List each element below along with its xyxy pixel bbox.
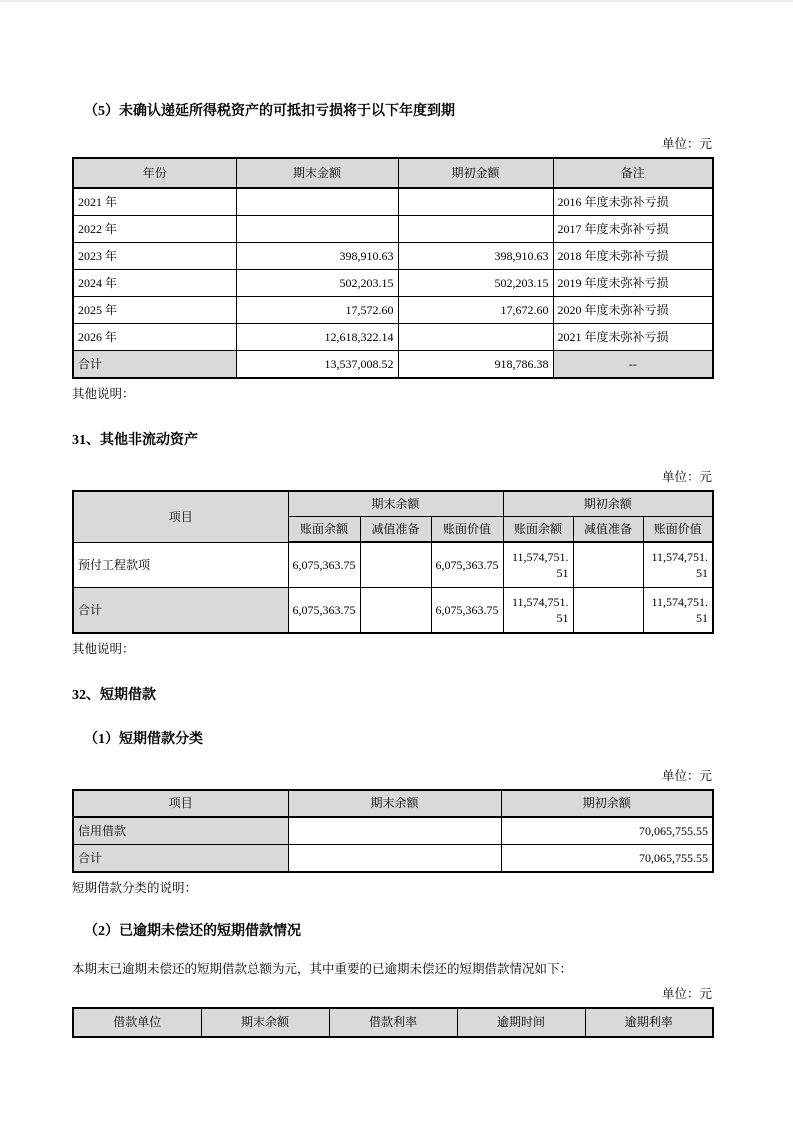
header-row	[73, 1008, 713, 1037]
table-row	[73, 542, 713, 588]
beginning-amount-cell: 398,910.63	[398, 243, 553, 270]
total-row	[73, 351, 713, 379]
section5-heading: （5）未确认递延所得税资产的可抵扣亏损将于以下年度到期	[84, 104, 455, 119]
data-cell: 11,574,751.51	[643, 542, 713, 588]
table-row	[73, 188, 713, 216]
remark-cell: 2019 年度未弥补亏损	[553, 270, 713, 297]
overdue-loans-table	[72, 1007, 714, 1038]
header-group-beginning: 期初余额	[503, 491, 713, 517]
total-row	[73, 845, 713, 873]
data-cell	[288, 817, 501, 845]
short-term-loans-table	[72, 789, 714, 873]
table-row	[73, 216, 713, 243]
year-cell: 2026 年	[73, 324, 236, 351]
group-header-row	[73, 491, 713, 517]
header-row	[73, 158, 713, 188]
ending-amount-cell: 12,618,322.14	[236, 324, 398, 351]
section31-heading: 31、其他非流动资产	[72, 432, 198, 448]
header-cell-book-value: 账面价值	[643, 517, 713, 543]
data-cell: 6,075,363.75	[431, 542, 503, 588]
header-cell-book-value: 账面价值	[431, 517, 503, 543]
loss-expiry-table	[72, 157, 714, 379]
header-cell-book-balance: 账面余额	[288, 517, 360, 543]
data-cell: 11,574,751.51	[503, 588, 573, 634]
header-cell-borrower: 借款单位	[73, 1008, 201, 1037]
data-cell: 70,065,755.55	[501, 817, 713, 845]
header-cell-ending-balance: 期末余额	[288, 790, 501, 817]
data-cell	[360, 588, 431, 634]
header-cell-item: 项目	[73, 790, 288, 817]
total-remark-cell: --	[553, 351, 713, 379]
year-cell: 2023 年	[73, 243, 236, 270]
remark-cell: 2018 年度未弥补亏损	[553, 243, 713, 270]
beginning-amount-cell	[398, 188, 553, 216]
header-cell-ending-balance: 期末余额	[201, 1008, 329, 1037]
item-cell: 预付工程款项	[73, 542, 288, 588]
total-ending-cell: 13,537,008.52	[236, 351, 398, 379]
section32-heading: 32、短期借款	[72, 688, 156, 704]
table-row	[73, 243, 713, 270]
ending-amount-cell	[236, 216, 398, 243]
table-row	[73, 324, 713, 351]
data-cell: 11,574,751.51	[643, 588, 713, 634]
year-cell: 2025 年	[73, 297, 236, 324]
item-cell: 信用借款	[73, 817, 288, 845]
total-beginning-cell: 918,786.38	[398, 351, 553, 379]
data-cell: 6,075,363.75	[288, 542, 360, 588]
beginning-amount-cell	[398, 324, 553, 351]
table-row	[73, 817, 713, 845]
data-cell: 6,075,363.75	[431, 588, 503, 634]
unit-label: 单位：元	[661, 987, 712, 1002]
other-note: 其他说明：	[72, 387, 135, 402]
ending-amount-cell: 502,203.15	[236, 270, 398, 297]
unit-label: 单位：元	[661, 469, 712, 484]
other-noncurrent-assets-table	[72, 490, 714, 634]
year-cell: 2021 年	[73, 188, 236, 216]
page-top-divider	[0, 0, 793, 2]
year-cell: 2022 年	[73, 216, 236, 243]
data-cell: 6,075,363.75	[288, 588, 360, 634]
header-cell-year: 年份	[73, 158, 236, 188]
header-cell-loan-rate: 借款利率	[329, 1008, 457, 1037]
data-cell: 11,574,751.51	[503, 542, 573, 588]
header-cell-beginning-amount: 期初金额	[398, 158, 553, 188]
ending-amount-cell: 398,910.63	[236, 243, 398, 270]
header-cell-overdue-rate: 逾期利率	[585, 1008, 713, 1037]
header-cell-item: 项目	[73, 491, 288, 542]
header-row	[73, 790, 713, 817]
ending-amount-cell	[236, 188, 398, 216]
header-cell-impairment: 减值准备	[573, 517, 643, 543]
total-label-cell: 合计	[73, 588, 288, 634]
total-label-cell: 合计	[73, 845, 288, 873]
remark-cell: 2016 年度未弥补亏损	[553, 188, 713, 216]
data-cell	[573, 542, 643, 588]
year-cell: 2024 年	[73, 270, 236, 297]
section32-1-heading: （1）短期借款分类	[84, 731, 203, 747]
overdue-paragraph: 本期末已逾期未偿还的短期借款总额为元，其中重要的已逾期未偿还的短期借款情况如下：	[72, 962, 573, 977]
header-cell-beginning-balance: 期初余额	[501, 790, 713, 817]
table-row	[73, 297, 713, 324]
header-cell-ending-amount: 期末金额	[236, 158, 398, 188]
section32-2-heading: （2）已逾期未偿还的短期借款情况	[84, 924, 301, 940]
other-note: 其他说明：	[72, 642, 135, 657]
table-row	[73, 270, 713, 297]
loan-classification-note: 短期借款分类的说明：	[72, 881, 198, 895]
beginning-amount-cell: 502,203.15	[398, 270, 553, 297]
unit-label: 单位：元	[661, 768, 712, 783]
header-cell-overdue-time: 逾期时间	[457, 1008, 585, 1037]
data-cell: 70,065,755.55	[501, 845, 713, 873]
data-cell	[288, 845, 501, 873]
remark-cell: 2021 年度未弥补亏损	[553, 324, 713, 351]
header-cell-impairment: 减值准备	[360, 517, 431, 543]
beginning-amount-cell	[398, 216, 553, 243]
data-cell	[360, 542, 431, 588]
total-label-cell: 合计	[73, 351, 236, 379]
remark-cell: 2017 年度未弥补亏损	[553, 216, 713, 243]
total-row	[73, 588, 713, 634]
beginning-amount-cell: 17,672.60	[398, 297, 553, 324]
header-cell-book-balance: 账面余额	[503, 517, 573, 543]
header-group-ending: 期末余额	[288, 491, 503, 517]
data-cell	[573, 588, 643, 634]
ending-amount-cell: 17,572.60	[236, 297, 398, 324]
header-cell-remark: 备注	[553, 158, 713, 188]
remark-cell: 2020 年度未弥补亏损	[553, 297, 713, 324]
unit-label: 单位：元	[661, 137, 712, 152]
